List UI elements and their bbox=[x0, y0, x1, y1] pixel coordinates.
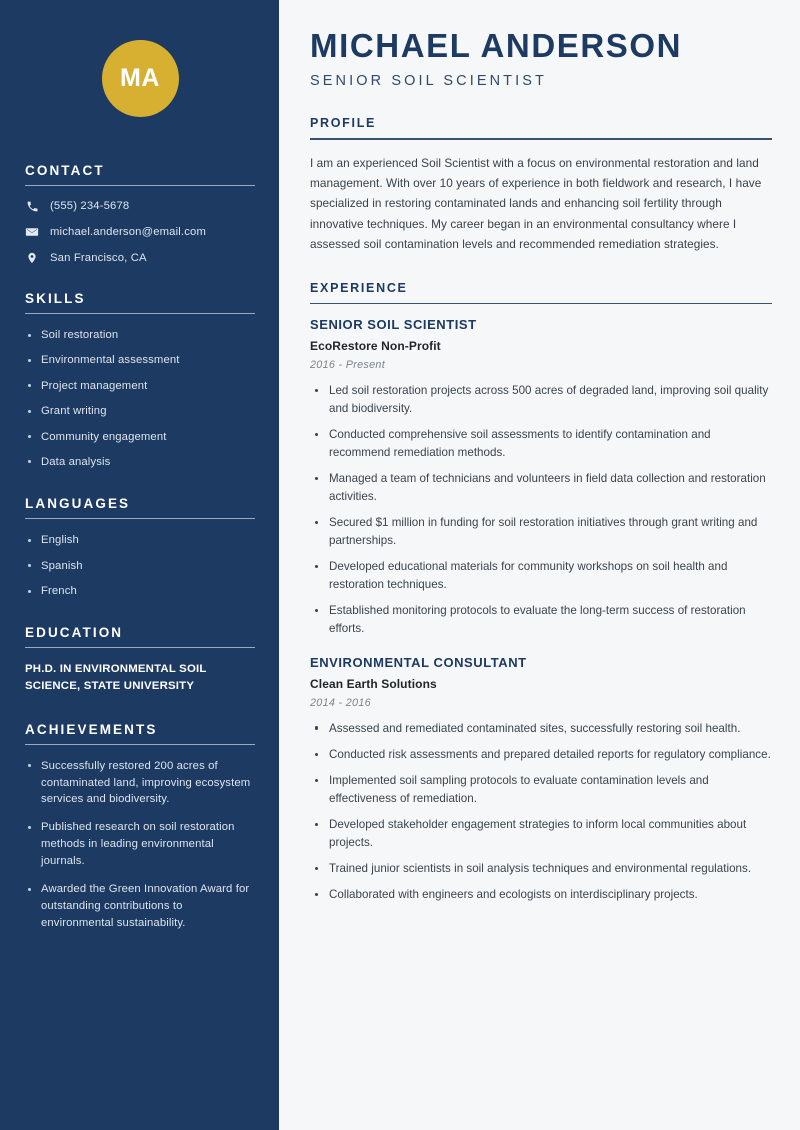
sidebar-section-skills bbox=[25, 291, 255, 470]
avatar: MA bbox=[102, 40, 179, 117]
profile-text: I am an experienced Soil Scientist with a focus on environmental restoration and land management. With over 10 years of experience in both fieldwork and research, I have specialized in restoring contaminated lands and enhancing soil fertility through innovative techniques. My career began in an environmental consultancy where I assessed soil contamination levels and recommended remediation strategies. bbox=[310, 155, 762, 251]
list-item: Assessed and remediated contaminated sites, successfully restoring soil health. bbox=[310, 720, 772, 738]
phone-icon bbox=[25, 199, 39, 213]
list-item: Grant writing bbox=[25, 403, 255, 419]
languages-heading: LANGUAGES bbox=[25, 496, 131, 512]
languages-rule bbox=[25, 518, 255, 519]
experience-bullet-list bbox=[310, 382, 772, 637]
envelope-icon bbox=[25, 225, 39, 239]
experience-company: EcoRestore Non-Profit bbox=[310, 339, 441, 354]
experience-entry bbox=[310, 317, 772, 637]
contact-email-value: michael.anderson@email.com bbox=[50, 226, 207, 238]
sidebar-section-achievements bbox=[25, 722, 255, 932]
contact-row-location[interactable] bbox=[25, 251, 255, 265]
list-item: Collaborated with engineers and ecologists on interdisciplinary projects. bbox=[310, 886, 772, 904]
experience-entry bbox=[310, 655, 772, 904]
list-item: Data analysis bbox=[25, 454, 255, 470]
experience-rule bbox=[310, 303, 772, 304]
list-item: Conducted comprehensive soil assessments to identify contamination and recommend remediation methods. bbox=[310, 426, 772, 461]
list-item: Soil restoration bbox=[25, 327, 255, 343]
list-item: Successfully restored 200 acres of contaminated land, improving ecosystem services and biodiversity. bbox=[25, 758, 255, 809]
achievements-rule bbox=[25, 744, 255, 745]
contact-row-phone[interactable] bbox=[25, 199, 255, 213]
contact-phone-value: (555) 234-5678 bbox=[50, 200, 130, 212]
experience-job-title: ENVIRONMENTAL CONSULTANT bbox=[310, 654, 527, 670]
profile-heading: PROFILE bbox=[310, 116, 377, 131]
map-pin-icon bbox=[25, 251, 39, 265]
list-item: French bbox=[25, 583, 255, 599]
skills-rule bbox=[25, 313, 255, 314]
sidebar bbox=[0, 0, 279, 1130]
experience-bullet-list bbox=[310, 720, 772, 904]
list-item: English bbox=[25, 532, 255, 548]
experience-job-title: SENIOR SOIL SCIENTIST bbox=[310, 317, 477, 333]
experience-company: Clean Earth Solutions bbox=[310, 676, 437, 691]
main-section-profile bbox=[310, 116, 772, 254]
list-item: Published research on soil restoration methods in leading environmental journals. bbox=[25, 819, 255, 870]
achievements-list bbox=[25, 758, 255, 932]
education-rule bbox=[25, 647, 255, 648]
list-item: Project management bbox=[25, 378, 255, 394]
avatar-container bbox=[25, 0, 255, 163]
list-item: Trained junior scientists in soil analysis techniques and environmental regulations. bbox=[310, 860, 772, 878]
list-item: Established monitoring protocols to evaluate the long-term success of restoration efforts. bbox=[310, 602, 772, 637]
list-item: Awarded the Green Innovation Award for outstanding contributions to environmental sustainability. bbox=[25, 881, 255, 932]
list-item: Community engagement bbox=[25, 429, 255, 445]
profile-rule bbox=[310, 138, 772, 139]
main-content bbox=[279, 0, 800, 1130]
list-item: Implemented soil sampling protocols to evaluate contamination levels and effectiveness of remediation. bbox=[310, 772, 772, 807]
main-section-experience bbox=[310, 281, 772, 904]
list-item: Conducted risk assessments and prepared detailed reports for regulatory compliance. bbox=[310, 746, 772, 764]
experience-heading: EXPERIENCE bbox=[310, 281, 408, 296]
sidebar-section-languages bbox=[25, 496, 255, 599]
list-item: Managed a team of technicians and volunteers in field data collection and restoration activities. bbox=[310, 470, 772, 505]
sidebar-section-education bbox=[25, 625, 255, 695]
contact-rule bbox=[25, 185, 255, 186]
list-item: Led soil restoration projects across 500 acres of degraded land, improving soil quality and biodiversity. bbox=[310, 382, 772, 417]
education-heading: EDUCATION bbox=[25, 625, 124, 641]
skills-heading: SKILLS bbox=[25, 291, 86, 306]
experience-dates: 2014 - 2016 bbox=[310, 696, 371, 709]
page-title: MICHAEL ANDERSON bbox=[310, 27, 683, 64]
sidebar-section-contact bbox=[25, 163, 255, 265]
experience-dates: 2016 - Present bbox=[310, 359, 386, 372]
languages-list bbox=[25, 532, 255, 599]
achievements-heading: ACHIEVEMENTS bbox=[25, 721, 158, 737]
contact-heading: CONTACT bbox=[25, 163, 105, 178]
list-item: Secured $1 million in funding for soil restoration initiatives through grant writing and partnerships. bbox=[310, 514, 772, 549]
contact-row-email[interactable] bbox=[25, 225, 255, 239]
contact-location-value: San Francisco, CA bbox=[50, 252, 147, 264]
list-item: Developed educational materials for community workshops on soil health and restoration techniques. bbox=[310, 558, 772, 593]
list-item: Environmental assessment bbox=[25, 352, 255, 368]
skills-list bbox=[25, 327, 255, 470]
education-entry: PH.D. IN ENVIRONMENTAL SOIL SCIENCE, STATE UNIVERSITY bbox=[25, 663, 207, 693]
job-subtitle: SENIOR SOIL SCIENTIST bbox=[310, 73, 547, 90]
list-item: Developed stakeholder engagement strategies to inform local communities about projects. bbox=[310, 816, 772, 851]
list-item: Spanish bbox=[25, 558, 255, 574]
